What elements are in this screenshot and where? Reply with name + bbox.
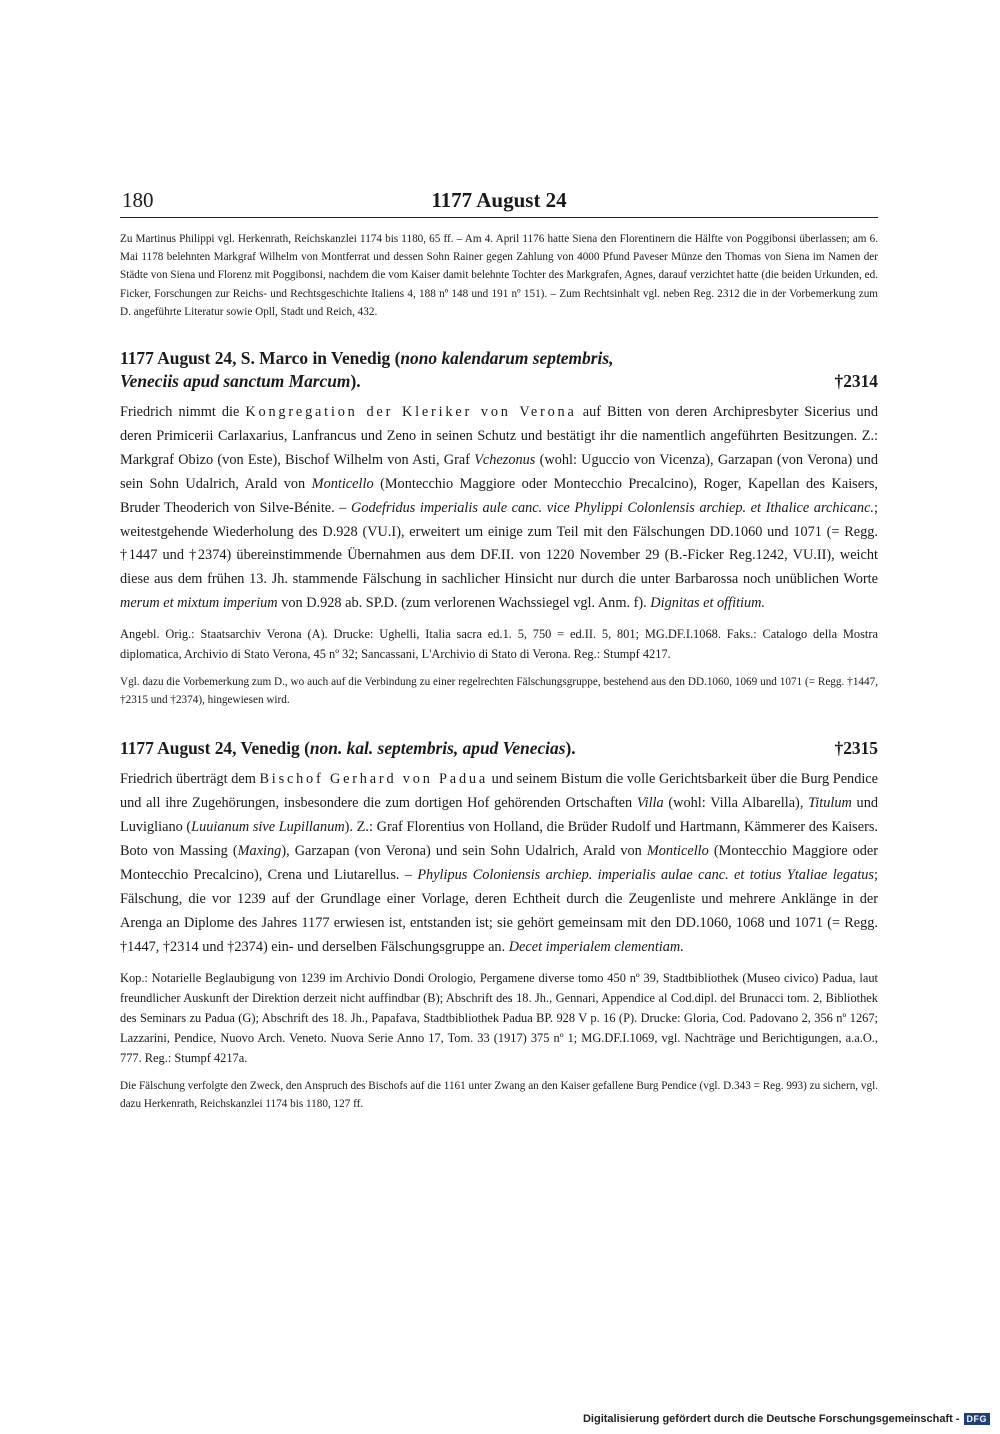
body-text: Friedrich überträgt dem [120, 771, 260, 788]
entry-2315-remark: Die Fälschung verfolgte den Zweck, den Anspruch des Bischofs auf die 1161 unter Zwang an den Kaiser gefallene Burg Pendice (vgl. D.343 = Reg. 993) zu sichern, vgl. dazu Herkenrath, Reichskanzlei 1174 bis 1180, 127 ff. [120, 1079, 878, 1111]
body-italic: Godefridus imperialis aule canc. vice Phylippi Colonlensis archiep. et Ithalice archicanc. [351, 499, 875, 516]
body-italic: Decet imperialem clementiam. [508, 938, 684, 955]
footer-text: Digitalisierung gefördert durch die Deutsche Forschungsgemeinschaft - [582, 1413, 960, 1425]
body-text: (Montecchio Maggiore oder Montecchio Precalcino), Crena und Liutarellus. – [120, 843, 878, 884]
page-number: 180 [122, 188, 154, 212]
body-text: ). Z.: Graf Florentius von Holland, die Brüder Rudolf und Hartmann, Kämmerer des Kaisers. Boto von Massing ( [120, 819, 878, 860]
recipient-name: Kongregation der Kleriker von Verona [245, 404, 577, 421]
entry-2314-body [120, 401, 878, 616]
body-italic: Luuianum sive Lupillanum [191, 819, 345, 836]
body-italic: Titulum [808, 795, 852, 812]
dfg-footer [583, 1413, 990, 1425]
page-header [120, 188, 878, 218]
entry-2314-heading [120, 347, 878, 393]
dfg-logo-icon: DFG [964, 1413, 991, 1425]
body-italic: Vchezonus [474, 451, 536, 468]
page [120, 188, 878, 1113]
body-text: ; weitestgehende Wiederholung des D.928 (VU.I), erweitert um einige zum Teil mit den Fälschungen DD.1060 und 1071 (= Regg. †1447 und †2374) übereinstimmende Übernahmen aus dem DF.II. von 1220 November 29 (B.-Ficker Reg.1242, VU.II), weicht diese aus dem frühen 13. Jh. stammende Fälschung in sachlicher Hinsicht nur durch die unter Barbarossa noch unüblichen Worte [120, 499, 878, 588]
body-italic: Monticello [311, 475, 374, 492]
body-text: ), Garzapan (von Verona) und sein Sohn Udalrich, Arald von [281, 843, 647, 860]
entry-2314-head-plain: 1177 August 24, S. Marco in Venedig ( [120, 348, 401, 369]
body-text: ; Fälschung, die vor 1239 auf der Grundlage einer Vorlage, deren Echtheit durch die Zeugenliste und mehrere Anklänge in der Arenga an Diplome des Jahres 1177 erwiesen ist, entstanden ist; sie gehört gemeinsam mit den DD.1060, 1068 und 1071 (= Regg. †1447, †2314 und †2374) ein- und derselben Fälschungsgruppe an. [120, 867, 878, 955]
entry-2314-head-italic-2: Veneciis apud sanctum Marcum [120, 371, 351, 392]
body-text: von D.928 ab. SP.D. (zum verlorenen Wachssiegel vgl. Anm. f). [277, 595, 651, 612]
entry-2315-head-plain: 1177 August 24, Venedig ( [120, 738, 310, 759]
body-text: Friedrich nimmt die [120, 404, 246, 421]
header-rule [120, 217, 878, 218]
body-text: auf Bitten von deren Archipresbyter Sicerius und deren Primicerii Carlaxarius, Lanfrancus und Zeno in seinen Schutz und bestätigt ihr die namentlich angeführten Besitzungen. Z.: Markgraf Obizo (von Este), Bischof Wilhelm von Asti, Graf [120, 404, 878, 468]
running-head: 1177 August 24 [431, 188, 567, 212]
body-text: und Luvigliano ( [120, 795, 879, 836]
body-text: (wohl: Villa Albarella), [663, 795, 809, 812]
body-italic: Phylipus Coloniensis archiep. imperialis aulae canc. et totius Ytaliae legatus [417, 867, 874, 884]
entry-2315-number: †2315 [834, 738, 878, 759]
recipient-name: Bischof Gerhard von Padua [259, 771, 488, 788]
entry-2315-sources: Kop.: Notarielle Beglaubigung von 1239 im Archivio Dondi Orologio, Pergamene diverse tomo 450 nº 39, Stadtbibliothek (Museo civico) Padua, laut freundlicher Auskunft der Direktion derzeit nicht auffindbar (B); Abschrift des 18. Jh., Gennari, Appendice al Cod.dipl. del Brunacci tom. 2, Bibliothek des Seminars zu Padua (G); Abschrift des 18. Jh., Papafava, Stadtbibliothek Padua BP. 928 V p. 16 (P). Drucke: Gloria, Cod. Padovano 2, 356 nº 1267; Lazzarini, Pendice, Nuovo Arch. Veneto. Nuova Serie Anno 17, Tom. 33 (1917) 375 nº 1; MG.DF.I.1069, vgl. Nachträge und Berichtigungen, a.a.O., 777. Reg.: Stumpf 4217a. [120, 970, 878, 1066]
entry-2314-sources: Angebl. Orig.: Staatsarchiv Verona (A). Drucke: Ughelli, Italia sacra ed.1. 5, 750 = ed.II. 5, 801; MG.DF.I.1068. Faks.: Catalogo della Mostra diplomatica, Archivio di Stato Verona, 45 nº 32; Sancassani, L'Archivio di Stato di Verona. Reg.: Stumpf 4217. [120, 627, 878, 662]
entry-2314-head-close: ). [350, 371, 361, 392]
entry-2314-head-italic-1: nono kalendarum septembris, [400, 348, 614, 369]
body-italic: Monticello [646, 843, 709, 860]
entry-2315-heading [120, 737, 878, 760]
body-text: (wohl: Uguccio von Vicenza), Garzapan (von Verona) und sein Sohn Udalrich, Arald von [120, 451, 878, 492]
entry-2315-body [120, 768, 878, 959]
entry-2314-number: †2314 [834, 371, 878, 392]
body-italic: Dignitas et offitium. [650, 595, 766, 612]
entry-2315-head-italic: non. kal. septembris, apud Venecias [309, 738, 566, 759]
top-note: Zu Martinus Philippi vgl. Herkenrath, Reichskanzlei 1174 bis 1180, 65 ff. – Am 4. April 1176 hatte Siena den Florentinern die Hälfte von Poggibonsi überlassen; am 6. Mai 1178 belehnten Markgraf Wilhelm von Montferrat und dessen Sohn Rainer gegen Zahlung von 4000 Pfund Paveser Münze den Thomas von Siena im Namen der Städte von Siena und Florenz mit Poggibonsi, nachdem die vom Kaiser damit belehnte Tochter des Markgrafen, Agnes, darauf verzichtet hatte (die beiden Urkunden, ed. Ficker, Forschungen zur Reichs- und Rechtsgeschichte Italiens 4, 188 nº 148 und 191 nº 151). – Zum Rechtsinhalt vgl. neben Reg. 2312 die in der Vorbemerkung zum D. angeführte Literatur sowie Opll, Stadt und Reich, 432. [120, 233, 878, 318]
body-italic: Villa [636, 795, 664, 812]
body-italic: Maxing [237, 843, 282, 860]
body-text: und seinem Bistum die volle Gerichtsbarkeit über die Burg Pendice und all ihre Zugehörungen, insbesondere die zum dortigen Hof gehörenden Ortschaften [120, 771, 879, 812]
entry-2314-remark: Vgl. dazu die Vorbemerkung zum D., wo auch auf die Verbindung zu einer regelrechten Fälschungsgruppe, bestehend aus den DD.1060, 1069 und 1071 (= Regg. †1447, †2315 und †2374), hingewiesen wird. [120, 675, 878, 706]
entry-2315-head-close: ). [565, 738, 576, 759]
body-text: (Montecchio Maggiore oder Montecchio Precalcino), Roger, Kapellan des Kaisers, Bruder Theoderich von Silve-Bénite. – [120, 475, 878, 516]
body-italic: merum et mixtum imperium [120, 595, 278, 612]
